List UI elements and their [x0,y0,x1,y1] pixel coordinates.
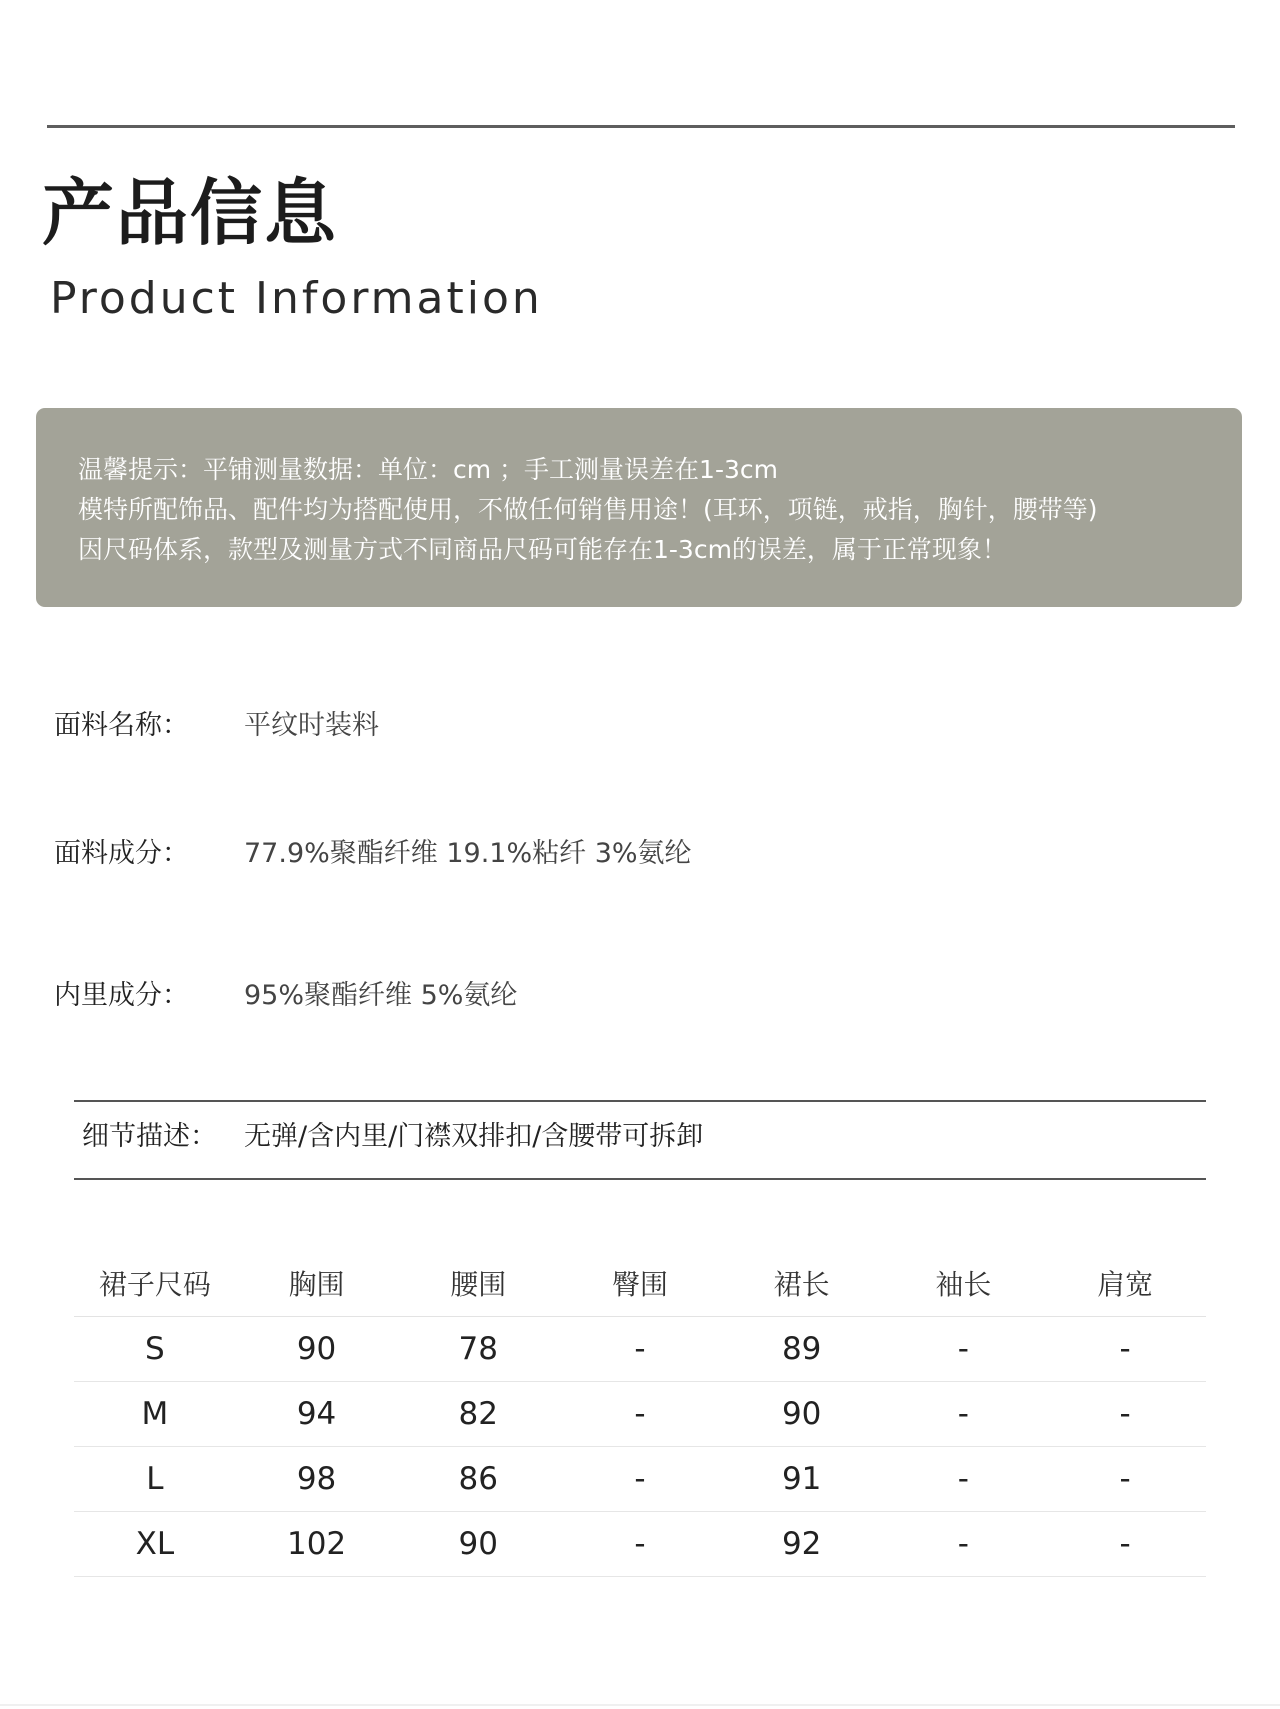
table-cell: M [74,1382,236,1447]
table-cell: 90 [721,1382,883,1447]
detail-bottom-divider [74,1178,1206,1180]
notice-line: 模特所配饰品、配件均为搭配使用，不做任何销售用途！(耳环，项链，戒指，胸针，腰带等) [78,495,1098,524]
table-cell: - [883,1447,1045,1512]
notice-box [36,408,1242,607]
table-cell: 90 [236,1317,398,1382]
column-header-shoulder-width: 肩宽 [1044,1250,1206,1317]
table-row [74,1512,1206,1577]
table-cell: - [559,1512,721,1577]
spec-value: 77.9%聚酯纤维 19.1%粘纤 3%氨纶 [244,838,692,869]
column-header-waist: 腰围 [397,1250,559,1317]
bottom-divider [0,1704,1280,1706]
size-table [74,1250,1206,1577]
column-header-sleeve-length: 袖长 [883,1250,1045,1317]
spec-label: 面料成分： [54,838,189,869]
table-cell: 92 [721,1512,883,1577]
detail-value: 无弹/含内里/门襟双排扣/含腰带可拆卸 [244,1121,704,1152]
table-cell: 91 [721,1447,883,1512]
spec-label: 内里成分： [54,980,189,1011]
column-header-skirt-length: 裙长 [721,1250,883,1317]
table-cell: - [883,1512,1045,1577]
top-divider [47,125,1235,128]
table-cell: L [74,1447,236,1512]
spec-value: 平纹时装料 [244,710,379,741]
column-header-size: 裙子尺码 [74,1250,236,1317]
table-cell: 78 [397,1317,559,1382]
notice-line: 温馨提示：平铺测量数据：单位：cm ；手工测量误差在1-3cm [78,455,778,484]
table-row [74,1447,1206,1512]
spec-label: 面料名称： [54,710,189,741]
table-cell: - [1044,1447,1206,1512]
table-cell: 86 [397,1447,559,1512]
table-cell: S [74,1317,236,1382]
table-cell: 102 [236,1512,398,1577]
detail-label: 细节描述： [82,1121,217,1152]
table-cell: - [1044,1382,1206,1447]
table-cell: 89 [721,1317,883,1382]
table-row [74,1317,1206,1382]
table-cell: - [883,1317,1045,1382]
table-cell: XL [74,1512,236,1577]
table-cell: - [559,1447,721,1512]
page-title: 产品信息 [42,171,339,255]
table-cell: 82 [397,1382,559,1447]
column-header-hip: 臀围 [559,1250,721,1317]
page-subtitle: Product Information [50,273,543,324]
table-cell: - [1044,1317,1206,1382]
table-row [74,1382,1206,1447]
detail-top-divider [74,1100,1206,1102]
size-table-header-row [74,1250,1206,1317]
table-cell: - [559,1317,721,1382]
column-header-bust: 胸围 [236,1250,398,1317]
table-cell: 90 [397,1512,559,1577]
table-cell: - [883,1382,1045,1447]
spec-value: 95%聚酯纤维 5%氨纶 [244,980,518,1011]
table-cell: - [1044,1512,1206,1577]
table-cell: 94 [236,1382,398,1447]
notice-line: 因尺码体系，款型及测量方式不同商品尺码可能存在1-3cm的误差，属于正常现象！ [78,535,1007,564]
table-cell: 98 [236,1447,398,1512]
table-cell: - [559,1382,721,1447]
